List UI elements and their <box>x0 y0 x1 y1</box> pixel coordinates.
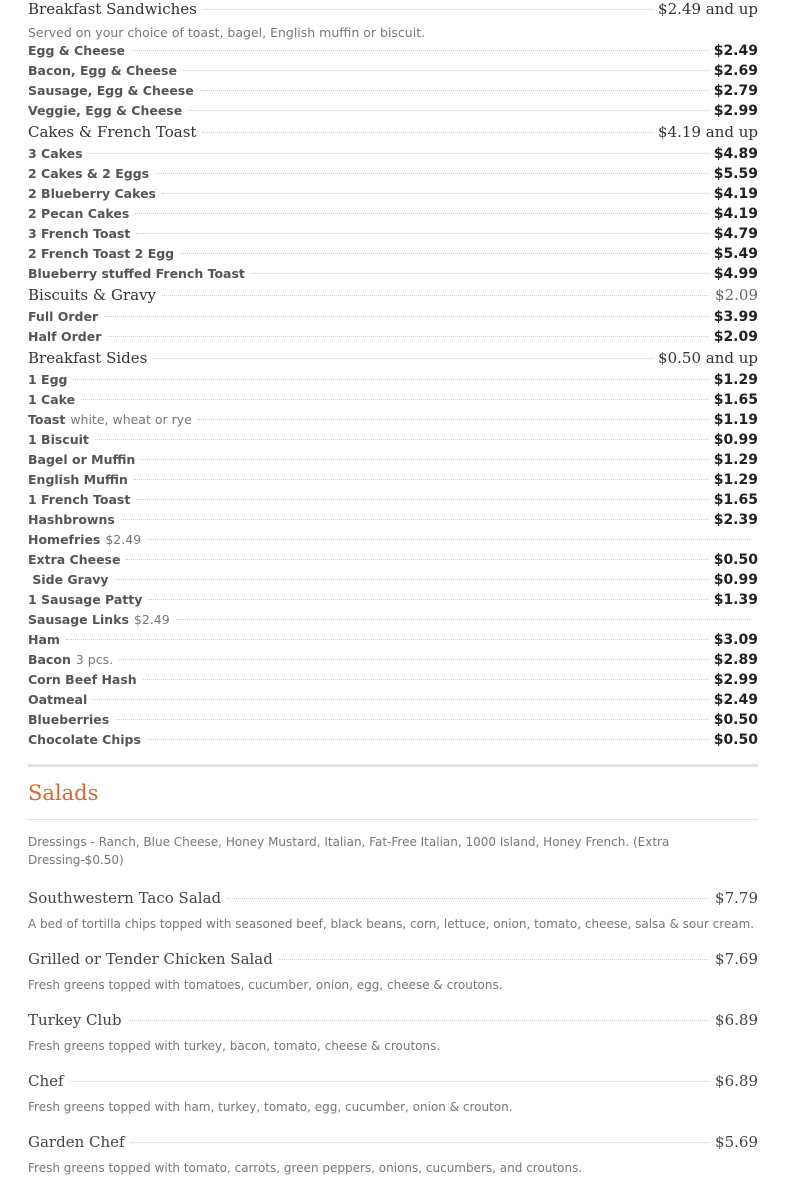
item-name: Bagel or Muffin <box>28 452 136 467</box>
item-name: Toast <box>28 412 66 427</box>
item-name: 1 Egg <box>28 372 68 387</box>
salad-price: $5.69 <box>715 1133 758 1151</box>
item-price: $4.19 <box>713 206 758 222</box>
menu-item <box>28 83 758 103</box>
category-price: $0.50 and up <box>658 349 758 367</box>
menu-item <box>28 572 758 592</box>
item-name: 2 Blueberry Cakes <box>28 186 156 201</box>
dot-leader <box>73 379 707 380</box>
dot-leader <box>153 358 652 359</box>
salad-name: Grilled or Tender Chicken Salad <box>28 950 273 968</box>
item-price: $0.99 <box>713 572 758 588</box>
salad-description: Fresh greens topped with tomatoes, cucumber, onion, egg, cheese & croutons. <box>28 978 503 992</box>
category-heading <box>28 0 758 23</box>
item-price: $2.69 <box>713 63 758 79</box>
salad-price: $7.69 <box>715 950 758 968</box>
item-price: $1.65 <box>713 392 758 408</box>
item-price: $4.19 <box>713 186 758 202</box>
item-price: $1.29 <box>713 472 758 488</box>
item-name: Sausage Links <box>28 612 129 627</box>
dot-leader <box>121 519 708 520</box>
item-price: $4.89 <box>713 146 758 162</box>
dot-leader <box>128 1020 709 1021</box>
dot-leader <box>104 316 708 317</box>
category-price: $2.09 <box>715 286 758 304</box>
menu-item <box>28 186 758 206</box>
menu-item <box>28 166 758 186</box>
category-title: Biscuits & Gravy <box>28 286 157 304</box>
salad-description: Fresh greens topped with ham, turkey, tomato, egg, cucumber, onion & crouton. <box>28 1100 513 1114</box>
menu-item <box>28 612 758 632</box>
item-name: Bacon, Egg & Cheese <box>28 63 177 78</box>
item-price: $0.99 <box>713 432 758 448</box>
salad-name: Turkey Club <box>28 1011 122 1029</box>
item-price: $3.99 <box>713 309 758 325</box>
menu-item <box>28 532 758 552</box>
item-name: 1 Cake <box>28 392 76 407</box>
menu-item <box>28 632 758 652</box>
item-price: $3.09 <box>713 632 758 648</box>
dot-leader <box>227 898 709 899</box>
item-price: $4.99 <box>713 266 758 282</box>
category-title: Breakfast Sandwiches <box>28 0 197 18</box>
category-description: Served on your choice of toast, bagel, English muffin or biscuit. <box>28 25 426 40</box>
menu-item <box>28 43 758 63</box>
dot-leader <box>93 699 707 700</box>
dot-leader <box>66 639 708 640</box>
menu-item <box>28 472 758 492</box>
section-title: Salads <box>28 781 99 805</box>
dot-leader <box>136 499 707 500</box>
dot-leader <box>115 579 708 580</box>
dot-leader <box>107 336 707 337</box>
salad-name: Southwestern Taco Salad <box>28 889 222 907</box>
item-name: 3 French Toast <box>28 226 131 241</box>
item-name: Chocolate Chips <box>28 732 141 747</box>
menu-page <box>28 0 758 1194</box>
section-divider <box>28 764 758 767</box>
menu-item <box>28 672 758 692</box>
menu-item <box>28 452 758 472</box>
salad-list <box>28 889 758 1179</box>
dot-leader <box>131 50 708 51</box>
item-price: $1.29 <box>713 452 758 468</box>
item-note: $2.49 <box>105 532 142 547</box>
item-price: $5.49 <box>713 246 758 262</box>
salad-item <box>28 889 758 935</box>
dot-leader <box>251 273 708 274</box>
item-name: Corn Beef Hash <box>28 672 137 687</box>
salad-name: Chef <box>28 1072 64 1090</box>
dot-leader <box>141 459 707 460</box>
item-name: Bacon <box>28 652 71 667</box>
item-price: $2.99 <box>713 103 758 119</box>
menu-item <box>28 392 758 412</box>
item-name: Egg & Cheese <box>28 43 125 58</box>
salad-header <box>28 950 758 974</box>
item-price: $5.59 <box>713 166 758 182</box>
category-heading <box>28 349 758 372</box>
dot-leader <box>135 213 707 214</box>
dot-leader <box>115 719 708 720</box>
menu-item <box>28 329 758 349</box>
menu-item <box>28 146 758 166</box>
menu-item <box>28 206 758 226</box>
category-price: $4.19 and up <box>658 123 758 141</box>
dot-leader <box>198 419 708 420</box>
item-name: 2 Cakes & 2 Eggs <box>28 166 150 181</box>
breakfast-menu <box>28 0 758 752</box>
item-price: $0.50 <box>713 552 758 568</box>
menu-item <box>28 309 758 329</box>
dressings-note: Dressings - Ranch, Blue Cheese, Honey Mustard, Italian, Fat-Free Italian, 1000 Island, Honey French. (Extra Dressing-$0.50) <box>28 835 670 867</box>
menu-item <box>28 372 758 392</box>
item-price: $1.19 <box>713 412 758 428</box>
item-price: $2.49 <box>713 43 758 59</box>
dot-leader <box>81 399 708 400</box>
item-price: $2.99 <box>713 672 758 688</box>
menu-item <box>28 246 758 266</box>
item-name: 1 Sausage Patty <box>28 592 143 607</box>
item-price: $0.50 <box>713 732 758 748</box>
salad-header <box>28 889 758 913</box>
item-price: $2.89 <box>713 652 758 668</box>
dot-leader <box>143 679 708 680</box>
menu-item <box>28 266 758 286</box>
menu-item <box>28 692 758 712</box>
salad-price: $7.79 <box>715 889 758 907</box>
salad-item <box>28 950 758 996</box>
category-heading <box>28 286 758 309</box>
item-name: Full Order <box>28 309 99 324</box>
dot-leader <box>162 295 709 296</box>
item-name: 2 French Toast 2 Egg <box>28 246 175 261</box>
salad-price: $6.89 <box>715 1011 758 1029</box>
divider <box>28 819 758 820</box>
menu-item <box>28 712 758 732</box>
dot-leader <box>176 619 752 620</box>
item-price: $4.79 <box>713 226 758 242</box>
item-name: English Muffin <box>28 472 128 487</box>
menu-item <box>28 652 758 672</box>
dot-leader <box>148 599 707 600</box>
menu-item <box>28 512 758 532</box>
item-name: Hashbrowns <box>28 512 115 527</box>
salad-header <box>28 1011 758 1035</box>
dot-leader <box>162 193 708 194</box>
dot-leader <box>188 110 707 111</box>
item-price: $2.49 <box>713 692 758 708</box>
dot-leader <box>95 439 708 440</box>
dot-leader <box>131 1142 709 1143</box>
dot-leader <box>126 559 707 560</box>
dot-leader <box>203 9 652 10</box>
dot-leader <box>180 253 708 254</box>
item-price: $0.50 <box>713 712 758 728</box>
menu-item <box>28 63 758 83</box>
dot-leader <box>183 70 708 71</box>
salad-description: Fresh greens topped with tomato, carrots, green peppers, onions, cucumbers, and croutons. <box>28 1161 583 1175</box>
salad-description: A bed of tortilla chips topped with seasoned beef, black beans, corn, lettuce, onion, tomato, cheese, salsa & sour cream. <box>28 917 755 931</box>
menu-item <box>28 552 758 572</box>
item-name: Oatmeal <box>28 692 88 707</box>
menu-item <box>28 592 758 612</box>
item-name: 1 French Toast <box>28 492 131 507</box>
dot-leader <box>70 1081 709 1082</box>
item-name: Homefries <box>28 532 101 547</box>
salad-header <box>28 1133 758 1157</box>
item-name: Veggie, Egg & Cheese <box>28 103 183 118</box>
dot-leader <box>119 659 708 660</box>
item-name: Blueberries <box>28 712 110 727</box>
item-note: white, wheat or rye <box>70 412 192 427</box>
salad-price: $6.89 <box>715 1072 758 1090</box>
item-name: Sausage, Egg & Cheese <box>28 83 194 98</box>
item-price: $1.29 <box>713 372 758 388</box>
item-price: $1.65 <box>713 492 758 508</box>
salad-header <box>28 1072 758 1096</box>
salad-item <box>28 1072 758 1118</box>
category-title: Breakfast Sides <box>28 349 148 367</box>
category-heading <box>28 123 758 146</box>
salad-item <box>28 1011 758 1057</box>
menu-item <box>28 432 758 452</box>
dot-leader <box>202 132 652 133</box>
item-note: $2.49 <box>133 612 170 627</box>
salad-description: Fresh greens topped with turkey, bacon, tomato, cheese & croutons. <box>28 1039 441 1053</box>
salad-item <box>28 1133 758 1179</box>
item-name: 2 Pecan Cakes <box>28 206 130 221</box>
item-name: Half Order <box>28 329 102 344</box>
dot-leader <box>155 173 708 174</box>
item-price: $2.09 <box>713 329 758 345</box>
item-name: Blueberry stuffed French Toast <box>28 266 245 281</box>
item-price: $2.79 <box>713 83 758 99</box>
item-note: 3 pcs. <box>75 652 114 667</box>
item-price: $2.39 <box>713 512 758 528</box>
item-name: Extra Cheese <box>28 552 121 567</box>
dot-leader <box>200 90 708 91</box>
dot-leader <box>134 479 708 480</box>
item-name: 1 Biscuit <box>28 432 89 447</box>
dot-leader <box>89 153 708 154</box>
salad-name: Garden Chef <box>28 1133 125 1151</box>
item-price: $1.39 <box>713 592 758 608</box>
menu-item <box>28 492 758 512</box>
dot-leader <box>279 959 709 960</box>
menu-item <box>28 412 758 432</box>
category-price: $2.49 and up <box>658 0 758 18</box>
item-name: 3 Cakes <box>28 146 83 161</box>
item-name: Ham <box>28 632 60 647</box>
dot-leader <box>147 539 752 540</box>
item-name: Side Gravy <box>28 572 109 587</box>
menu-item <box>28 103 758 123</box>
category-title: Cakes & French Toast <box>28 123 197 141</box>
salads-section <box>28 781 758 1179</box>
dot-leader <box>136 233 707 234</box>
dot-leader <box>147 739 708 740</box>
menu-item <box>28 732 758 752</box>
menu-item <box>28 226 758 246</box>
